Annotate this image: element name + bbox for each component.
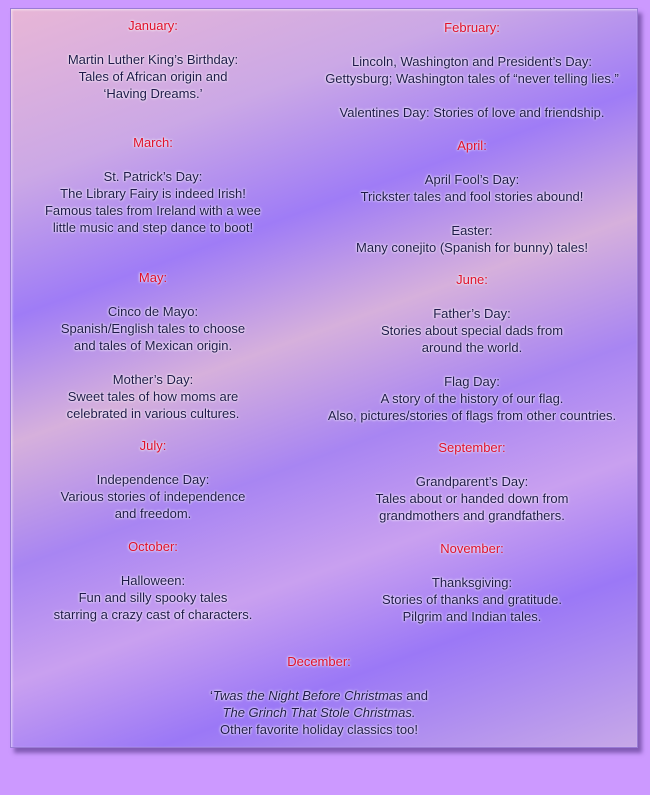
text-line: Many conejito (Spanish for bunny) tales! [356,240,588,255]
month-title-september: September: [438,440,506,455]
month-title-may: May: [138,270,168,285]
month-april [311,137,633,256]
text-line: Pilgrim and Indian tales. [402,609,542,624]
month-may [23,269,283,422]
text-line [111,704,527,721]
text-line: Halloween: [120,573,186,588]
month-february [311,19,633,121]
book-title: Twas the Night Before Christmas [212,688,403,703]
text-line: and tales of Mexican origin. [73,338,233,353]
text-line: Martin Luther King’s Birthday: [67,52,239,67]
text-line: Tales of African origin and [78,69,228,84]
text-line: Stories of thanks and gratitude. [382,592,562,607]
text-line: starring a crazy cast of characters. [53,607,253,622]
text-line: Various stories of independence [60,489,246,504]
text-line: around the world. [421,340,523,355]
text-line: Lincoln, Washington and President’s Day: [352,54,592,69]
month-title-april: April: [457,138,487,153]
text-line: Independence Day: [96,472,210,487]
text-line: Famous tales from Ireland with a wee [44,203,262,218]
text-line: little music and step dance to boot! [52,220,254,235]
text-line: Valentines Day: Stories of love and friendship. [339,105,605,120]
month-october [23,538,283,623]
text-line: ‘Having Dreams.’ [103,86,203,101]
month-title-july: July: [139,438,167,453]
text-line: Stories about special dads from [380,323,564,338]
month-title-february: February: [444,20,500,35]
holiday-calendar-panel [10,8,638,748]
month-june [311,271,633,424]
month-january [23,17,283,102]
text-line: Flag Day: [444,374,500,389]
text-line: Thanksgiving: [431,575,513,590]
text-line: Fun and silly spooky tales [78,590,228,605]
month-title-january: January: [128,18,178,33]
text-line: Easter: [451,223,493,238]
text-line: Gettysburg; Washington tales of “never telling lies.” [325,71,619,86]
month-title-december: December: [287,654,351,669]
text-line: A story of the history of our flag. [380,391,564,406]
text-line: April Fool’s Day: [424,172,520,187]
connector-text: and [402,688,428,703]
text-line: and freedom. [114,506,192,521]
text-line [111,687,527,704]
text-line: grandmothers and grandfathers. [379,508,565,523]
text-line: Tales about or handed down from [375,491,569,506]
open-quote: ‘ [210,688,213,703]
text-line: Trickster tales and fool stories abound! [360,189,584,204]
text-line: Mother’s Day: [112,372,194,387]
month-december [111,653,527,738]
month-title-october: October: [128,539,178,554]
text-line: Sweet tales of how moms are [67,389,239,404]
text-line: The Library Fairy is indeed Irish! [60,186,246,201]
month-title-november: November: [440,541,504,556]
text-line: Grandparent’s Day: [415,474,529,489]
month-title-june: June: [456,272,488,287]
month-march [23,134,283,236]
text-line: Other favorite holiday classics too! [220,722,418,737]
text-line: St. Patrick’s Day: [103,169,203,184]
text-line: Father’s Day: [433,306,511,321]
month-title-march: March: [133,135,173,150]
month-november [311,540,633,625]
text-line: celebrated in various cultures. [66,406,240,421]
text-line: Also, pictures/stories of flags from other countries. [327,408,617,423]
month-july [23,437,283,522]
book-title: The Grinch That Stole Christmas. [222,705,416,720]
text-line: Cinco de Mayo: [107,304,199,319]
month-september [311,439,633,524]
text-line: Spanish/English tales to choose [60,321,246,336]
